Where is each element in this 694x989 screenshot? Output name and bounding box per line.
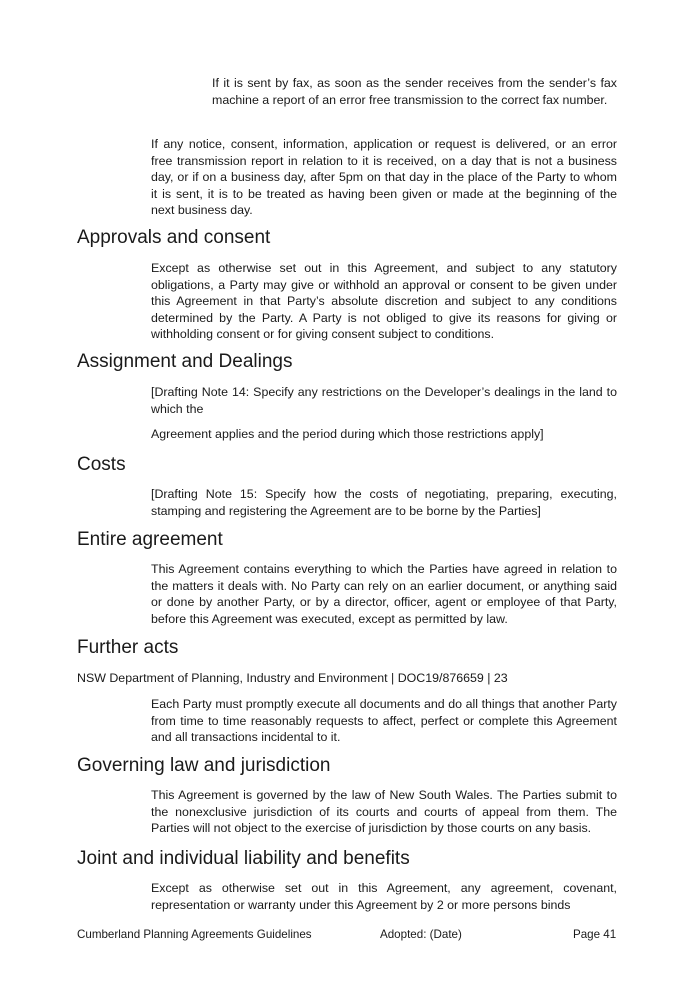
- paragraph-joint-liability: Except as otherwise set out in this Agreement, any agreement, covenant, representation or warranty under this Agreement by 2 or more persons binds: [151, 881, 617, 912]
- paragraph-further-acts: Each Party must promptly execute all documents and do all things that another Party from time to time reasonably requests to affect, perfect or complete this Agreement and all transactions incidental to it.: [151, 697, 617, 745]
- paragraph-costs: [Drafting Note 15: Specify how the costs of negotiating, preparing, executing, stamping and registering the Agreement are to be borne by the Parties]: [151, 487, 617, 518]
- paragraph-approvals: Except as otherwise set out in this Agreement, and subject to any statutory obligations, a Party may give or withhold an approval or consent to be given under this Agreement in that Party’s absolute discretion and subject to any conditions determined by the Party. A Party is not obliged to give its reasons for giving or withholding consent or for giving consent subject to conditions.: [151, 261, 617, 342]
- heading-governing-law: Governing law and jurisdiction: [77, 755, 331, 776]
- heading-costs: Costs: [77, 454, 126, 475]
- paragraph-assignment-note-1: [Drafting Note 14: Specify any restrictions on the Developer’s dealings in the land to which the: [151, 385, 617, 416]
- footer-document-title: Cumberland Planning Agreements Guidelines: [77, 928, 312, 941]
- footer-adopted-date: Adopted: (Date): [380, 928, 462, 941]
- heading-joint-liability: Joint and individual liability and benefits: [77, 848, 410, 869]
- paragraph-governing-law: This Agreement is governed by the law of New South Wales. The Parties submit to the nonexclusive jurisdiction of its courts and courts of appeal from them. The Parties will not object to the exercise of jurisdiction by those courts on any basis.: [151, 788, 617, 836]
- paragraph-assignment-note-2: Agreement applies and the period during which those restrictions apply]: [151, 427, 544, 441]
- document-reference-line: NSW Department of Planning, Industry and Environment | DOC19/876659 | 23: [77, 671, 508, 685]
- heading-assignment-dealings: Assignment and Dealings: [77, 351, 293, 372]
- heading-entire-agreement: Entire agreement: [77, 529, 223, 550]
- paragraph-fax-notice: If it is sent by fax, as soon as the sender receives from the sender’s fax machine a report of an error free transmission to the correct fax number.: [212, 76, 617, 107]
- heading-further-acts: Further acts: [77, 637, 179, 658]
- heading-approvals-consent: Approvals and consent: [77, 227, 271, 248]
- footer-page-number: Page 41: [573, 928, 617, 941]
- paragraph-entire-agreement: This Agreement contains everything to which the Parties have agreed in relation to the matters it deals with. No Party can rely on an earlier document, or anything said or done by another Party, or by a director, officer, agent or employee of that Party, before this Agreement was executed, except as permitted by law.: [151, 562, 617, 626]
- paragraph-business-day: If any notice, consent, information, application or request is delivered, or an error free transmission report in relation to it is received, on a day that is not a business day, or if on a business day, after 5pm on that day in the place of the Party to whom it is sent, it is to be treated as having been given or made at the beginning of the next business day.: [151, 137, 617, 218]
